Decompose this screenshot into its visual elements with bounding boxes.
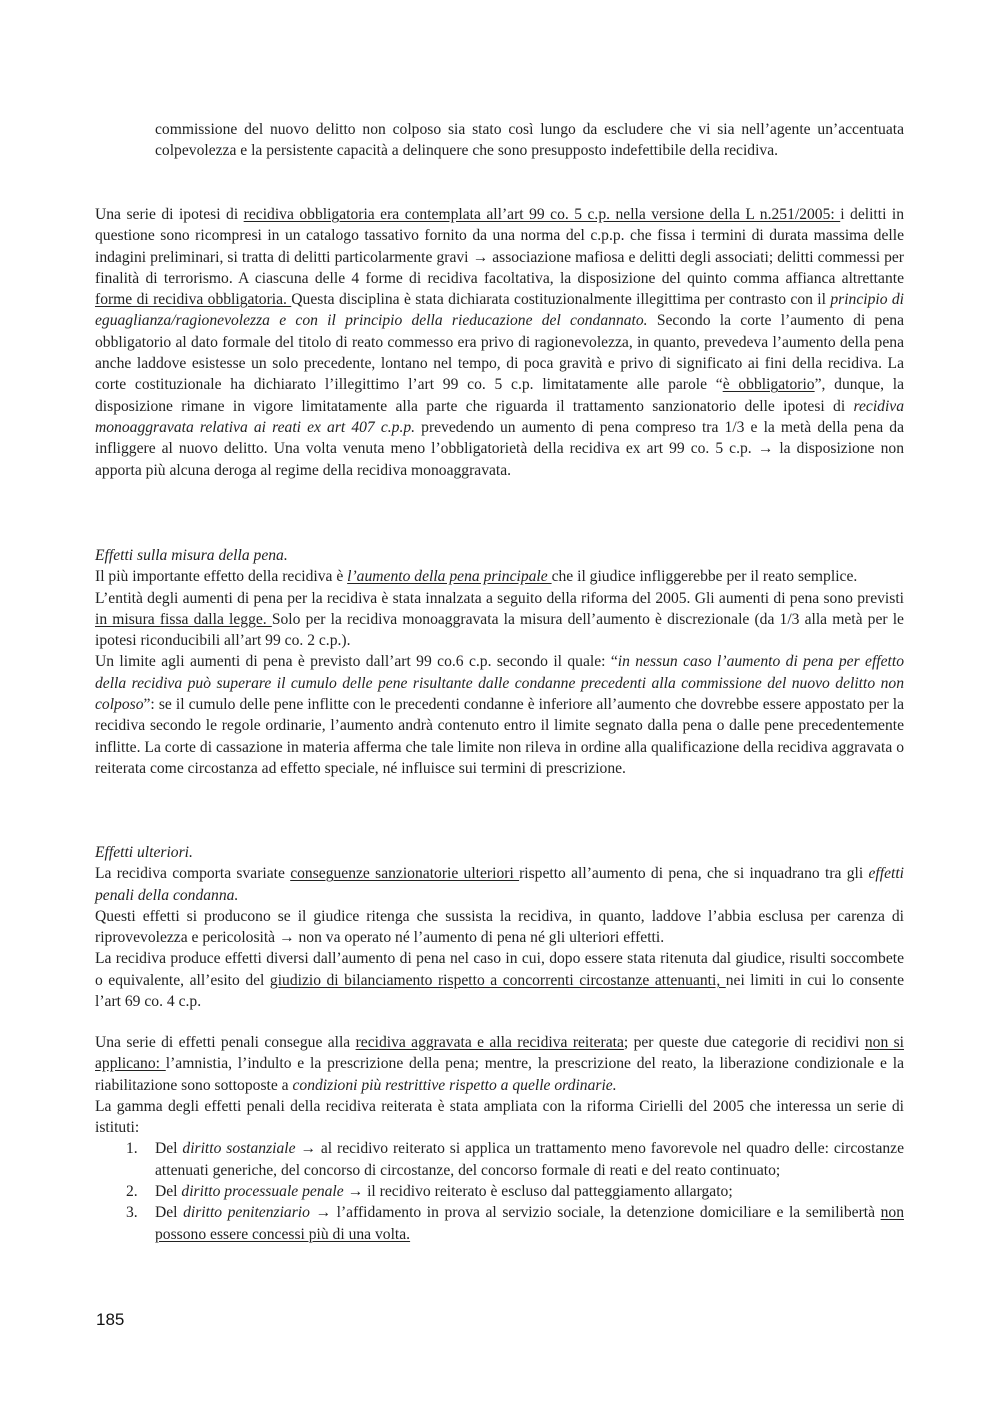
paragraph (95, 566, 904, 587)
list-item (95, 1181, 904, 1202)
italic-text: effetti penali della condanna. (95, 865, 904, 904)
text: Del (155, 1204, 184, 1222)
text: che il giudice infliggerebbe per il reato semplice. (551, 568, 858, 586)
page-number: 185 (96, 1310, 125, 1329)
list-item (95, 1202, 904, 1245)
underlined-text: conseguenze sanzionatorie ulteriori (290, 865, 520, 883)
section-effetti-ulteriori (95, 842, 904, 1012)
text: Questi effetti si producono se il giudice ritenga che sussista la recidiva, in quanto, laddove l’abbia esclusa per carenza di riprovevolezza e pericolosità → non va operato né l’aumento di pena né gli ulteriori effetti. (95, 907, 904, 947)
text: Questa disciplina è stata dichiarata costituzionalmente illegittima per contrasto con il (291, 291, 831, 309)
text: l’amnistia, l’indulto e la prescrizione della pena; mentre, la prescrizione del reato, la liberazione condizionale e la riabilitazione sono sottoposte a (95, 1055, 904, 1094)
section-heading: Effetti ulteriori. (95, 844, 193, 861)
underlined-text: recidiva aggravata e alla recidiva reiterata (355, 1034, 624, 1051)
italic-quote: in nessun caso l’aumento di pena per effetto della recidiva può superare il cumulo delle pene risultante dalle condanne precedenti alla commissione del nuovo delitto non colposo (95, 653, 904, 714)
underlined-italic-text: l’aumento della pena principale (347, 568, 552, 586)
text: Una serie di effetti penali consegue alla (95, 1034, 356, 1051)
paragraph (95, 948, 904, 1012)
underlined-text: recidiva obbligatoria era contemplata all’art 99 co. 5 c.p. nella versione della L n.251/2005: (243, 206, 841, 223)
text: La gamma degli effetti penali della recidiva reiterata è stata ampliata con la riforma Cirielli del 2005 che interessa un serie di istituti: (95, 1097, 904, 1137)
section-effetti-penali (95, 1032, 904, 1245)
underlined-text: è obbligatorio (722, 376, 815, 394)
text: → il recidivo reiterato è escluso dal patteggiamento allargato; (343, 1183, 733, 1201)
text: ”, dunque, la disposizione rimane in vigore limitatamente alla parte che riguarda il trattamento sanzionatorio delle ipotesi di (95, 376, 904, 415)
text: Una serie di ipotesi di (95, 206, 244, 223)
text: → l’affidamento in prova al servizio sociale, la detenzione domiciliare e la semilibertà (309, 1204, 881, 1222)
text: La recidiva produce effetti diversi dall’aumento di pena nel caso in cui, dopo essere stata ritenuta dal giudice, risulti soccombete o equivalente, all’esito del (95, 950, 904, 989)
text: i delitti in questione sono ricompresi in un catalogo tassativo fornito da una norma del c.p.p. che fissa i termini di durata massima delle indagini preliminari, si tratta di delitti particolarmente gravi → associazione mafiosa e delitti degli associati; delitti commessi per finalità di terrorismo. A ciascuna delle 4 forme di recidiva facoltativa, la disposizione del quinto comma affianca altrettante (95, 206, 905, 287)
underlined-text: in misura fissa dalla legge. (95, 610, 272, 628)
text: nei limiti in cui lo consente l’art 69 co. 4 c.p. (95, 971, 904, 1011)
italic-text: diritto penitenziario (183, 1204, 310, 1222)
text: ; per queste due categorie di recidivi (623, 1034, 865, 1051)
italic-text: principio di eguaglianza/ragionevolezza e con il principio della rieducazione del condannato. (95, 291, 905, 330)
underlined-text: forme di recidiva obbligatoria. (95, 291, 292, 309)
underlined-text: non possono essere concessi più di una volta. (155, 1204, 904, 1243)
paragraph (95, 204, 904, 481)
list-number: 3. (126, 1204, 138, 1222)
paragraph (95, 906, 904, 949)
underlined-text: non si applicano: (95, 1034, 905, 1073)
text: Del (155, 1183, 182, 1201)
text: commissione del nuovo delitto non colposo sia stato così lungo da escludere che vi sia nell’agente un’accentuata colpevolezza e la persistente capacità a delinquere che sono presupposto indefettibile della recidiva. (155, 121, 904, 160)
paragraph (95, 588, 904, 652)
quote-continuation (155, 119, 904, 162)
italic-text: diritto sostanziale (182, 1140, 296, 1158)
paragraph (95, 1096, 904, 1139)
italic-text: recidiva monoaggravata relativa ai reati ex art 407 c.p.p. (95, 397, 904, 436)
text: Del (155, 1140, 183, 1158)
text: Solo per la recidiva monoaggravata la misura dell’aumento è discrezionale (da 1/3 alla metà per le ipotesi riconducibili all’art 99 co. 2 c.p.). (95, 610, 904, 650)
list-item (95, 1138, 904, 1181)
paragraph (95, 863, 904, 906)
list-number: 1. (126, 1140, 138, 1158)
italic-text: condizioni più restrittive rispetto a quelle ordinarie. (292, 1076, 617, 1094)
text: La recidiva comporta svariate (95, 865, 291, 883)
section-effetti-misura-pena (95, 545, 904, 779)
text: L’entità degli aumenti di pena per la recidiva è stata innalzata a seguito della riforma del 2005. Gli aumenti di pena sono previsti (95, 589, 904, 607)
paragraph (95, 1032, 904, 1096)
text: Un limite agli aumenti di pena è previsto dall’art 99 co.6 c.p. secondo il quale: “ (95, 653, 618, 671)
paragraph (155, 119, 904, 162)
italic-text: diritto processuale penale (181, 1183, 344, 1201)
numbered-list (95, 1138, 904, 1244)
text: → al recidivo reiterato si applica un trattamento meno favorevole nel quadro delle: circostanze attenuati generiche, del concorso di circostanze, del concorso formale di reati e del reato continuato; (155, 1140, 904, 1179)
underlined-text: giudizio di bilanciamento rispetto a concorrenti circostanze attenuanti, (269, 971, 726, 989)
section-heading: Effetti sulla misura della pena. (95, 547, 288, 564)
text: rispetto all’aumento di pena, che si inquadrano tra gli (519, 865, 869, 883)
text: prevedendo un aumento di pena compreso tra 1/3 e la metà della pena da infliggere al nuovo delitto. Una volta venuta meno l’obbligatorietà della recidiva ex art 99 co. 5 c.p. → la disposizione non apporta più alcuna deroga al regime della recidiva monoaggravata. (95, 418, 904, 479)
paragraph-recidiva-obbligatoria (95, 204, 904, 481)
list-number: 2. (126, 1183, 138, 1201)
paragraph (95, 651, 904, 779)
text: Il più importante effetto della recidiva è (95, 568, 348, 586)
text: ”: se il cumulo delle pene inflitte con le precedenti condanne è inferiore all’aumento che dovrebbe essere appostato per la recidiva secondo le regole ordinarie, l’aumento andrà contenuto entro il limite segnato dalla pena o dalle pene precedentemente inflitte. La corte di cassazione in materia afferma che tale limite non rileva in ordine alla qualificazione della recidiva aggravata o reiterata come circostanza ad effetto speciale, né influisce sui termini di prescrizione. (95, 696, 904, 777)
text: Secondo la corte l’aumento di pena obbligatorio al dato formale del titolo di reato commesso era privo di ragionevolezza, in quanto, prevedeva l’aumento della pena anche laddove esistesse un solo precedente, lontano nel tempo, di poca gravità e privo di significato ai fini della recidiva. La corte costituzionale ha dichiarato l’illegittimo l’art 99 co. 5 c.p. limitatamente alle parole “ (95, 312, 904, 394)
